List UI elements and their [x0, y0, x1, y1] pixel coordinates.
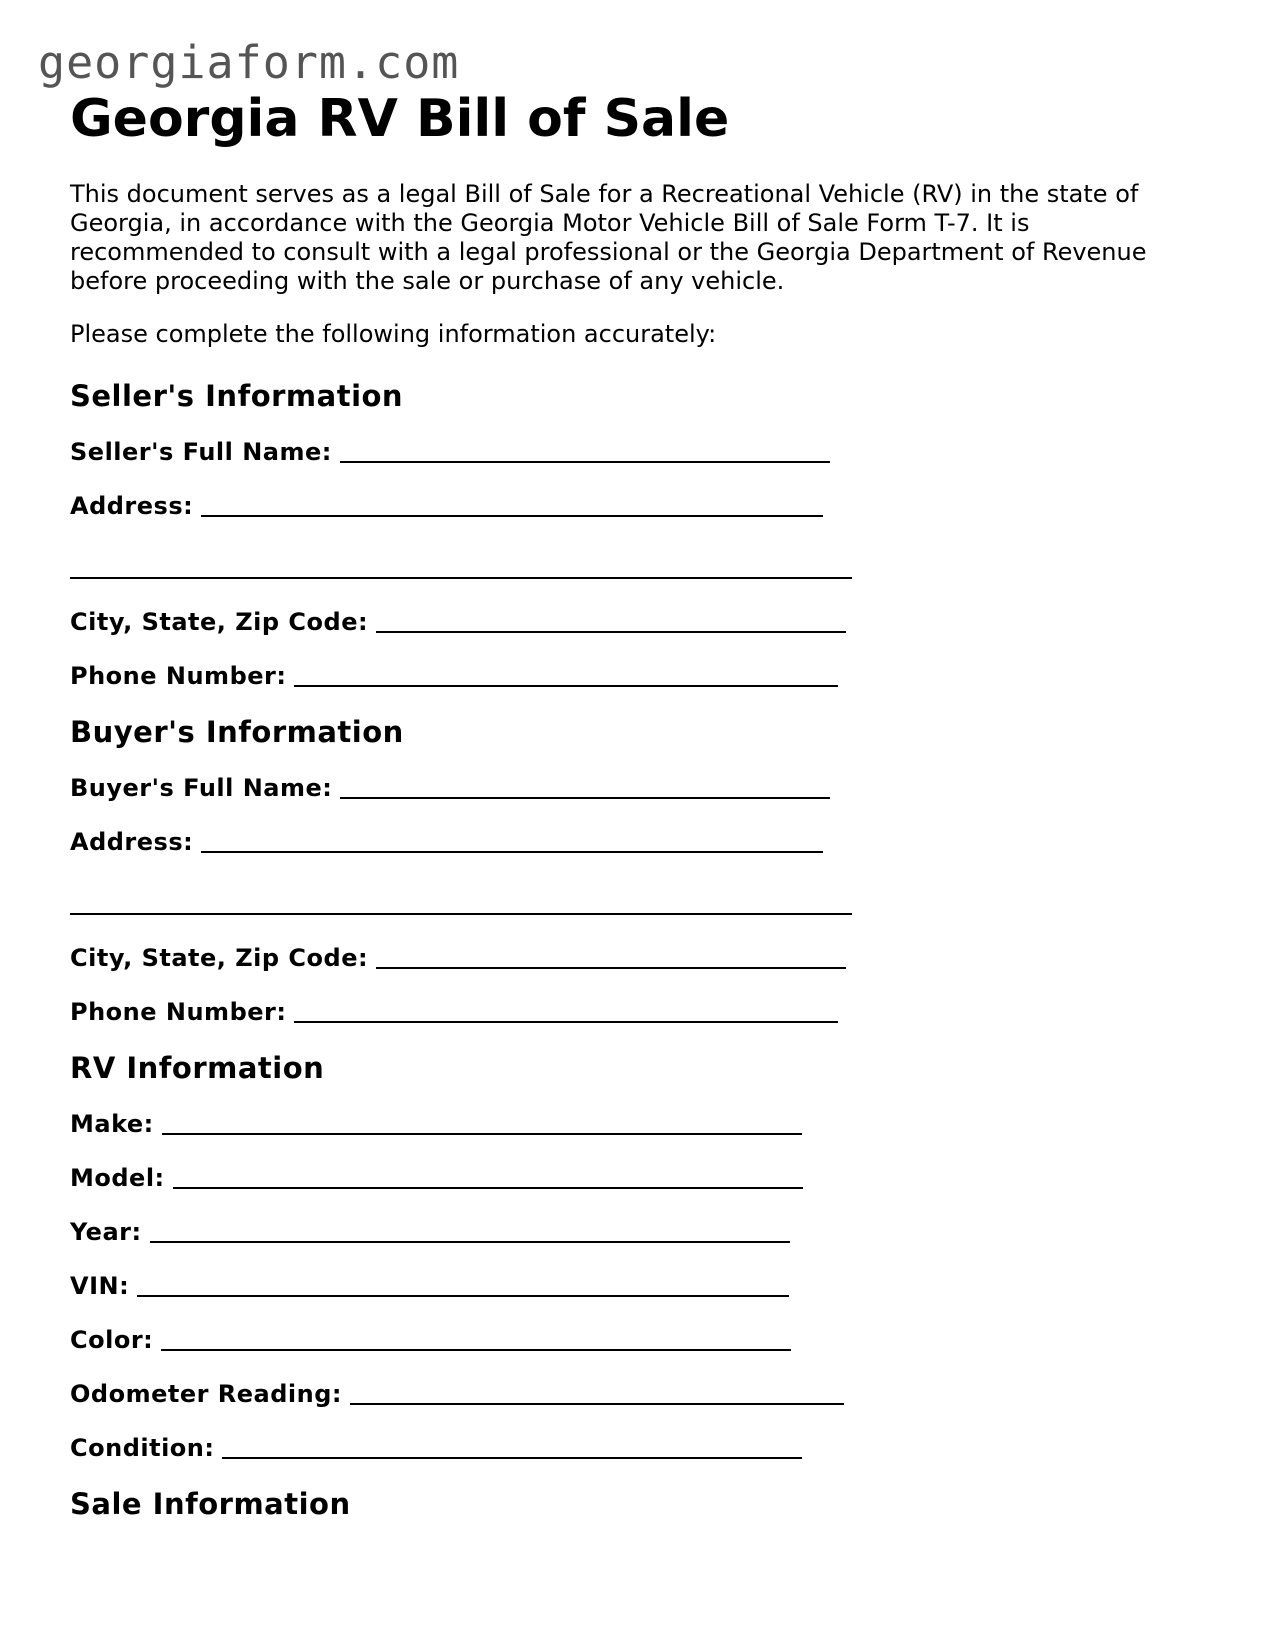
- rv-year-input[interactable]: [150, 1217, 790, 1243]
- intro-paragraph: This document serves as a legal Bill of Sale for a Recreational Vehicle (RV) in the state of Georgia, in accordance with the Georgia Motor Vehicle Bill of Sale Form T-7. It is recommended to consult with a legal professional or the Georgia Department of Revenue before proceeding with the sale or purchase of any vehicle.: [70, 180, 1147, 295]
- rv-model-label: Model:: [70, 1164, 165, 1192]
- buyer-address-input[interactable]: [201, 827, 823, 853]
- rv-section-heading: RV Information: [70, 1051, 325, 1085]
- sale-section-heading: Sale Information: [70, 1487, 351, 1521]
- seller-city-state-zip-input[interactable]: [376, 607, 846, 633]
- seller-full-name-label: Seller's Full Name:: [70, 438, 332, 466]
- seller-phone-input[interactable]: [294, 661, 838, 687]
- buyer-full-name-label: Buyer's Full Name:: [70, 774, 333, 802]
- rv-model-input[interactable]: [173, 1163, 803, 1189]
- rv-color-field: [70, 1321, 1210, 1355]
- buyer-address-line-2[interactable]: [70, 885, 1210, 919]
- seller-address-line-2[interactable]: [70, 549, 1210, 583]
- seller-full-name-input[interactable]: [340, 437, 830, 463]
- watermark: georgiaform.com: [38, 36, 460, 89]
- buyer-full-name-field: [70, 769, 1210, 803]
- seller-city-state-zip-label: City, State, Zip Code:: [70, 608, 369, 636]
- rv-make-label: Make:: [70, 1110, 154, 1138]
- rv-vin-label: VIN:: [70, 1272, 130, 1300]
- rv-vin-field: [70, 1267, 1210, 1301]
- seller-full-name-field: [70, 433, 1210, 467]
- buyer-phone-input[interactable]: [294, 997, 838, 1023]
- seller-section-heading: Seller's Information: [70, 379, 404, 413]
- buyer-phone-field: [70, 993, 1210, 1027]
- buyer-address-label: Address:: [70, 828, 194, 856]
- seller-city-state-zip-field: [70, 603, 1210, 637]
- rv-odometer-field: [70, 1375, 1210, 1409]
- rv-color-label: Color:: [70, 1326, 154, 1354]
- rv-odometer-input[interactable]: [350, 1379, 844, 1405]
- rv-condition-input[interactable]: [222, 1433, 802, 1459]
- rv-year-label: Year:: [70, 1218, 142, 1246]
- buyer-phone-label: Phone Number:: [70, 998, 287, 1026]
- buyer-address-field: [70, 823, 1210, 857]
- rv-year-field: [70, 1213, 1210, 1247]
- instructions-prompt: Please complete the following information accurately:: [70, 320, 717, 348]
- rv-make-input[interactable]: [162, 1109, 802, 1135]
- rv-vin-input[interactable]: [137, 1271, 789, 1297]
- buyer-city-state-zip-label: City, State, Zip Code:: [70, 944, 369, 972]
- rv-condition-label: Condition:: [70, 1434, 215, 1462]
- buyer-city-state-zip-field: [70, 939, 1210, 973]
- buyer-city-state-zip-input[interactable]: [376, 943, 846, 969]
- page-title: Georgia RV Bill of Sale: [70, 89, 730, 149]
- rv-color-input[interactable]: [161, 1325, 791, 1351]
- buyer-section-heading: Buyer's Information: [70, 715, 404, 749]
- rv-make-field: [70, 1105, 1210, 1139]
- rv-model-field: [70, 1159, 1210, 1193]
- document-page: [70, 90, 1210, 1521]
- rv-odometer-label: Odometer Reading:: [70, 1380, 343, 1408]
- seller-phone-label: Phone Number:: [70, 662, 287, 690]
- seller-address-input[interactable]: [201, 491, 823, 517]
- buyer-full-name-input[interactable]: [340, 773, 830, 799]
- seller-address-label: Address:: [70, 492, 194, 520]
- rv-condition-field: [70, 1429, 1210, 1463]
- seller-address-field: [70, 487, 1210, 521]
- seller-phone-field: [70, 657, 1210, 691]
